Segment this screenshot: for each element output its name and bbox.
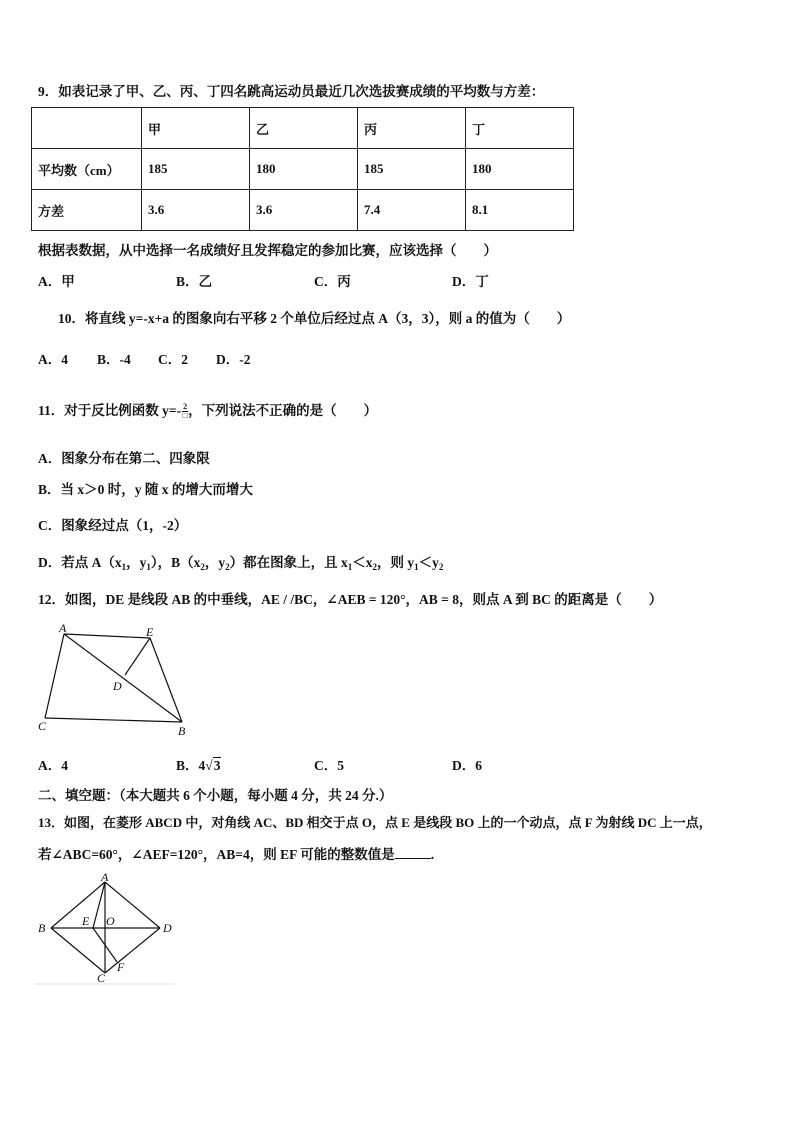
q9-option-c: C．丙 [314,274,351,289]
q13-figure [35,872,180,987]
table-header-cell [32,108,142,149]
text-run: ），B（x [150,555,201,570]
segment-ed [125,638,150,675]
text-run: ，则 y [377,555,415,570]
label-d: D [113,679,122,693]
segment-bc [51,928,105,973]
q10-option-b: B．-4 [97,352,131,367]
table-row [32,190,574,231]
label-c: C [97,971,106,985]
text-run: ，y [126,555,147,570]
sqrt-radicand: 3 [213,758,221,773]
fraction-denominator: □ [182,411,188,421]
q12-stem: 12．如图，DE 是线段 AB 的中垂线，AE / /BC，∠AEB = 120°，AB = 8，则点 A 到 BC 的距离是（ ） [38,592,663,607]
label-a: A [101,872,109,884]
label-o: O [106,914,115,928]
table-cell: 平均数（cm） [32,149,142,190]
segment-ab [51,882,105,928]
table-row [32,149,574,190]
text-run: D．若点 A（x [38,555,122,570]
q11-stem [38,402,377,420]
table-header-row [32,108,574,149]
table-header-cell: 乙 [250,108,358,149]
q12-option-a: A．4 [38,758,68,773]
label-a: A [59,621,67,635]
q9-option-b: B．乙 [176,274,213,289]
q13-line2-end: . [430,847,435,862]
text-run: ＜x [352,555,373,570]
table-cell: 3.6 [142,190,250,231]
q9-question: 根据表数据，从中选择一名成绩好且发挥稳定的参加比赛，应该选择（ ） [38,243,497,258]
q12-option-b [176,757,221,775]
table-cell: 方差 [32,190,142,231]
q9-stem: 9．如表记录了甲、乙、丙、丁四名跳高运动员最近几次选拔赛成绩的平均数与方差： [38,84,545,99]
segment-ae [93,882,105,928]
segment-ae [64,634,150,638]
segment-cb [45,718,182,722]
scores-table [31,107,574,231]
label-b: B [38,921,46,935]
q11-option-d [38,554,443,576]
q13-line2-text: 若∠ABC=60°，∠AEF=120°，AB=4，则 EF 可能的整数值是 [38,847,395,862]
table-cell: 8.1 [466,190,574,231]
subscript: 2 [438,562,444,572]
table-cell: 180 [466,149,574,190]
label-f: F [117,960,125,974]
option-b-prefix: B．4 [176,758,206,773]
table-cell: 185 [358,149,466,190]
text-run: ＜y [418,555,439,570]
q12-option-d: D．6 [452,758,482,773]
q10-stem: 10．将直线 y=-x+a 的图象向右平移 2 个单位后经过点 A（3，3），则 a 的值为（ ） [58,311,571,326]
table-header-cell: 丁 [466,108,574,149]
q11-stem-suffix: ，下列说法不正确的是（ ） [188,403,378,418]
section-heading: 二、填空题：（本大题共 6 个小题，每小题 4 分，共 24 分.） [38,788,393,803]
q11-option-c: C．图象经过点（1，-2） [38,518,188,533]
segment-ab [64,634,182,722]
q10-option-d: D．-2 [216,352,251,367]
q13-line1: 13．如图，在菱形 ABCD 中，对角线 AC、BD 相交于点 O，点 E 是线段 BO 上的一个动点，点 F 为射线 DC 上一点， [38,815,712,830]
q11-option-a: A．图象分布在第二、四象限 [38,451,210,466]
q9-option-d: D．丁 [452,274,489,289]
q12-option-c: C．5 [314,758,344,773]
subscript: 2 [225,562,230,572]
segment-dc [105,928,160,973]
table-cell: 3.6 [250,190,358,231]
fraction-numerator: 2 [183,402,188,412]
label-e: E [146,625,154,639]
subscript: 2 [372,562,378,572]
label-b: B [178,724,186,738]
q12-figure [30,618,200,742]
subscript: 1 [414,562,419,572]
label-e: E [82,914,90,928]
answer-blank[interactable] [395,846,431,859]
q9-option-a: A．甲 [38,274,75,289]
q11-stem-prefix: 11．对于反比例函数 y=- [38,403,182,418]
q11-option-b: B．当 x＞0 时，y 随 x 的增大而增大 [38,482,253,497]
subscript: 1 [121,562,127,572]
table-cell: 7.4 [358,190,466,231]
segment-ac [45,634,64,718]
q10-option-c: C．2 [158,352,188,367]
subscript: 2 [200,562,205,572]
subscript: 1 [146,562,151,572]
text-run: ）都在图象上，且 x [229,555,348,570]
table-header-cell: 丙 [358,108,466,149]
table-header-cell: 甲 [142,108,250,149]
subscript: 1 [347,562,353,572]
text-run: ，y [204,555,226,570]
sqrt-sign: √ [205,758,213,773]
label-c: C [38,719,47,733]
q10-option-a: A．4 [38,352,68,367]
table-cell: 180 [250,149,358,190]
label-d: D [163,921,172,935]
q13-line2 [38,846,434,864]
table-cell: 185 [142,149,250,190]
